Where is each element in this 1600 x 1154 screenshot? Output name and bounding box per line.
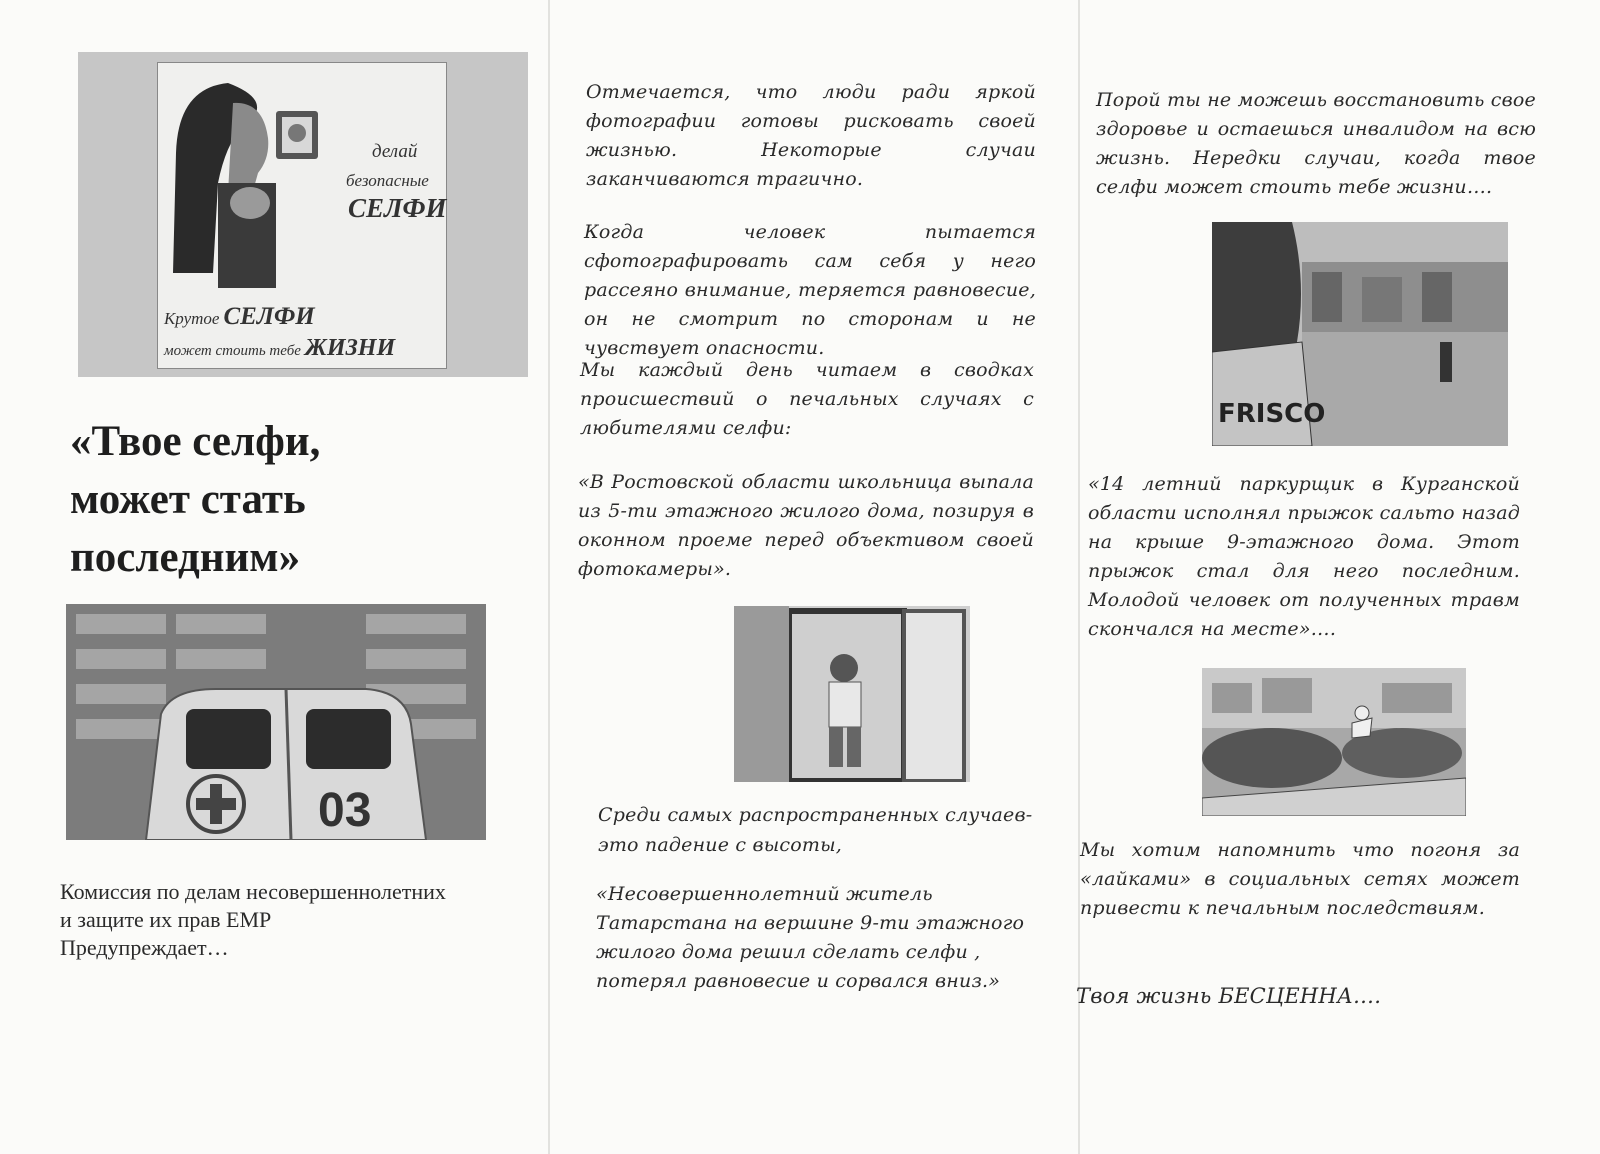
paragraph: Отмечается, что люди ради яркой фотографии готовы рисковать своей жизнью. Некоторые случаи заканчиваются трагично. [586, 81, 1036, 190]
poster-card [157, 62, 447, 369]
parkour-photo [1202, 668, 1466, 816]
paragraph: Среди самых распространенных случаев- это падение с высоты, [598, 804, 1033, 856]
paragraph: Когда человек пытается сфотографировать сам себя у него рассеяно внимание, теряется равновесие, он не смотрит по сторонам и не чувствует опасности. [584, 221, 1036, 359]
quote: «14 летний паркурщик в Курганской области исполнял прыжок сальто назад на крыше 9-этажного дома. Этот прыжок стал для него последним. Молодой человек от полученных травм скончался на месте»…. [1088, 473, 1520, 640]
poster-text: СЕЛФИ [348, 193, 447, 223]
poster-text: делай [372, 141, 418, 162]
paragraph: Мы каждый день читаем в сводках происшествий о печальных случаях с любителями селфи: [580, 359, 1034, 439]
ambulance-number: 03 [318, 784, 372, 837]
window-photo [734, 606, 970, 782]
shirt-text: FRISCO [1218, 399, 1326, 429]
right-panel [1076, 0, 1600, 1154]
selfie-poster [78, 52, 528, 377]
quote: «В Ростовской области школьница выпала из 5-ти этажного жилого дома, позируя в оконном проеме перед объективом своей фотокамеры». [578, 471, 1034, 580]
left-panel [0, 0, 548, 1154]
leaflet-title: «Твое селфи, может стать последним» [70, 418, 321, 581]
quote: «Несовершеннолетний житель Татарстана на вершине 9-ти этажного жилого дома решил сделать селфи , потерял равновесие и сорвался вниз.» [596, 883, 1025, 992]
ambulance-illustration [66, 604, 486, 840]
middle-panel [550, 0, 1078, 1154]
poster-text: безопасные [346, 171, 429, 190]
rooftop-selfie-photo [1212, 222, 1508, 446]
paragraph: Мы хотим напомнить что погоня за «лайками» в социальных сетях может привести к печальным последствиям. [1080, 839, 1520, 919]
paragraph: Порой ты не можешь восстановить свое здоровье и остаешься инвалидом на всю жизнь. Нередки случаи, когда твое селфи может стоить тебе жизни…. [1096, 89, 1536, 198]
commission-text: Комиссия по делам несовершеннолетних и защите их прав ЕМР Предупреждает… [60, 879, 446, 960]
poster-text: может стоить тебе ЖИЗНИ [164, 335, 396, 361]
poster-text: Крутое СЕЛФИ [164, 303, 315, 330]
ambulance-photo [66, 604, 486, 840]
closing-line: Твоя жизнь БЕСЦЕННА…. [1076, 984, 1382, 1008]
